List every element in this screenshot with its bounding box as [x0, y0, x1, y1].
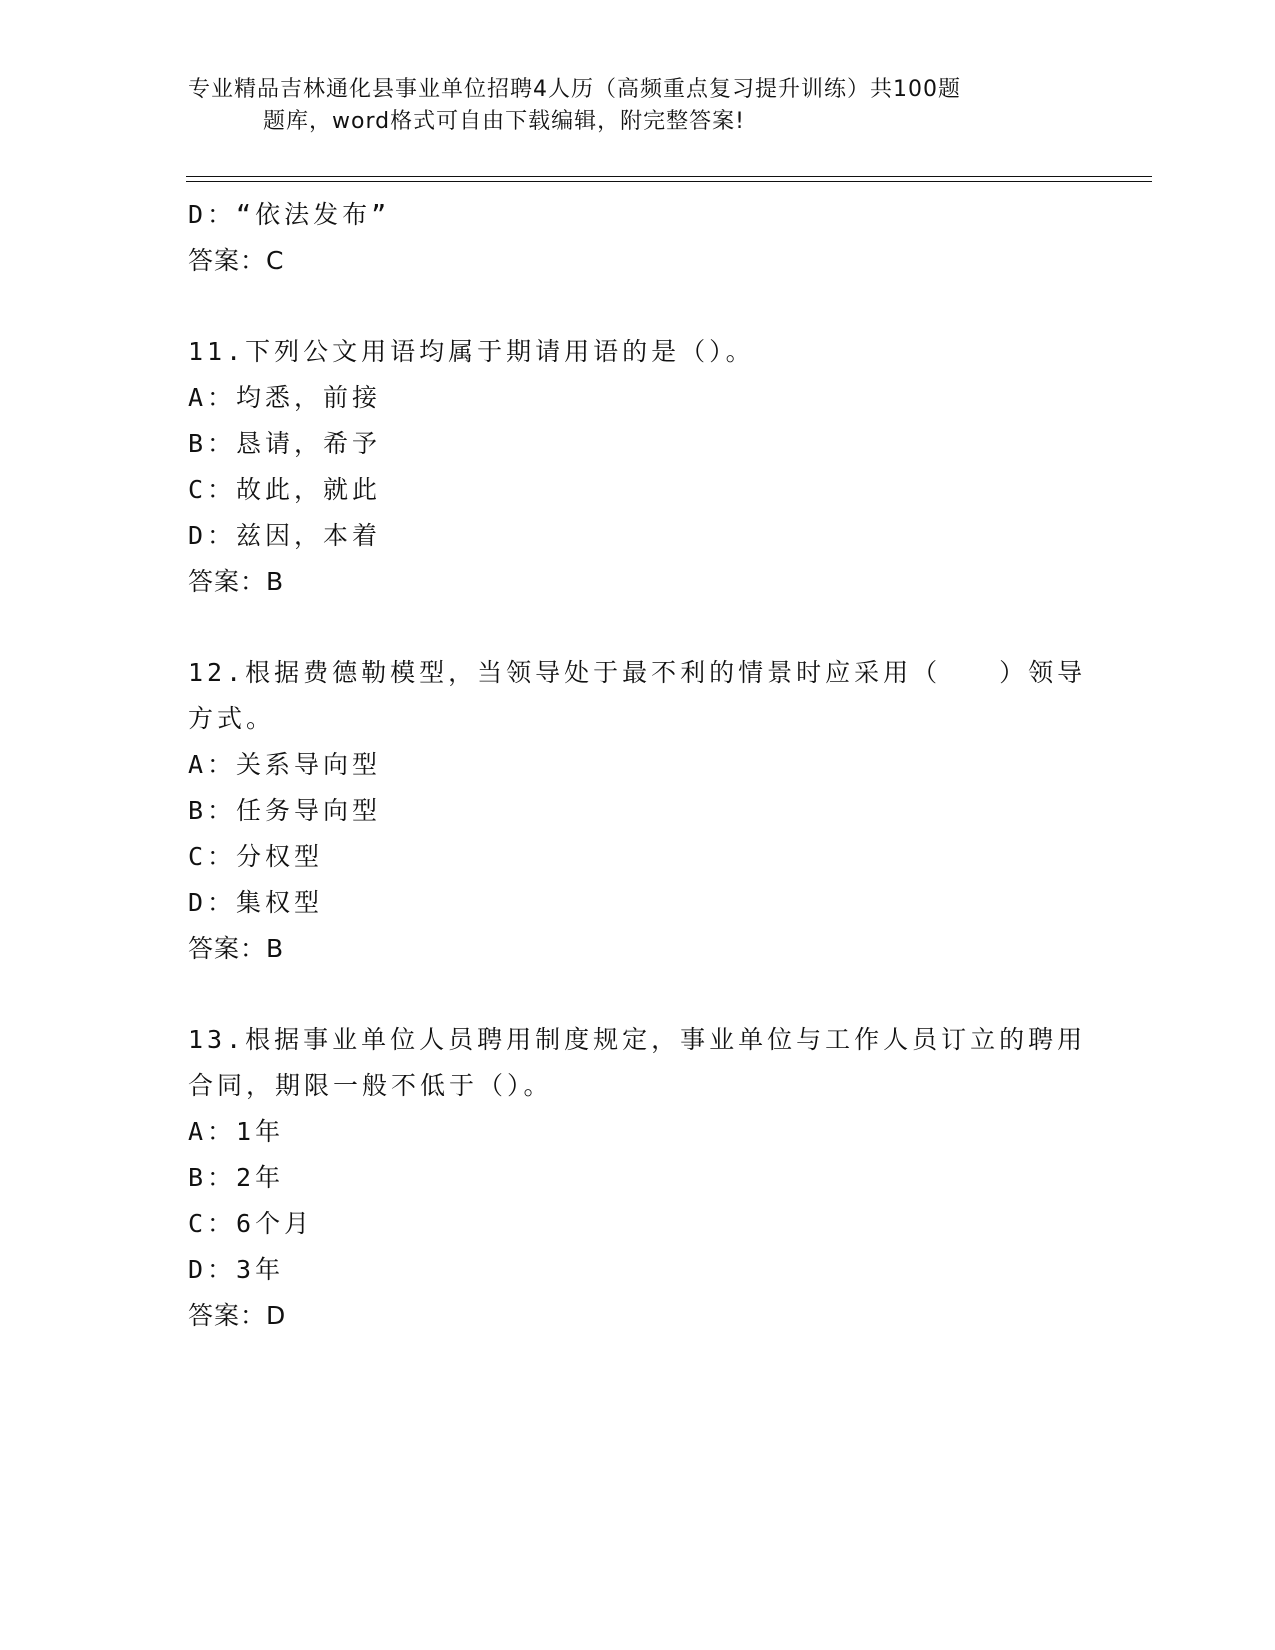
- header-title-line-1: 专业精品吉林通化县事业单位招聘4人历（高频重点复习提升训练）共100题: [188, 77, 961, 102]
- option-a: A：均悉，前接: [188, 383, 382, 412]
- option-d: D：3年: [188, 1255, 285, 1284]
- option-a: A：关系导向型: [188, 750, 382, 779]
- option-c: C：故此，就此: [188, 475, 382, 504]
- option-d: D：“依法发布”: [188, 200, 391, 229]
- spacer: [188, 605, 1088, 650]
- answer-line: 答案：B: [188, 567, 285, 596]
- option-b: B：任务导向型: [188, 796, 382, 825]
- question-stem: 12.根据费德勒模型，当领导处于最不利的情景时应采用（ ）领导: [188, 658, 1087, 687]
- option-c: C：分权型: [188, 842, 324, 871]
- spacer: [188, 284, 1088, 329]
- option-b: B：2年: [188, 1163, 285, 1192]
- answer-line: 答案：C: [188, 246, 285, 275]
- option-a: A：1年: [188, 1117, 285, 1146]
- option-b: B：恳请，希予: [188, 429, 382, 458]
- option-d: D：兹因，本着: [188, 521, 382, 550]
- header-divider-bottom: [186, 181, 1152, 182]
- option-c: C：6个月: [188, 1209, 314, 1238]
- header-divider-top: [186, 176, 1152, 177]
- spacer: [188, 972, 1088, 1017]
- question-stem: 11.下列公文用语均属于期请用语的是（）。: [188, 337, 755, 366]
- question-stem-continued: 方式。: [188, 704, 276, 733]
- option-d: D：集权型: [188, 888, 324, 917]
- document-header: [188, 74, 1048, 138]
- header-title-line-2: 题库，word格式可自由下载编辑，附完整答案!: [263, 109, 745, 134]
- answer-line: 答案：B: [188, 934, 285, 963]
- answer-line: 答案：D: [188, 1301, 287, 1330]
- question-stem: 13.根据事业单位人员聘用制度规定，事业单位与工作人员订立的聘用: [188, 1025, 1087, 1054]
- question-list: [188, 192, 1088, 1339]
- question-stem-continued: 合同，期限一般不低于（）。: [188, 1071, 553, 1100]
